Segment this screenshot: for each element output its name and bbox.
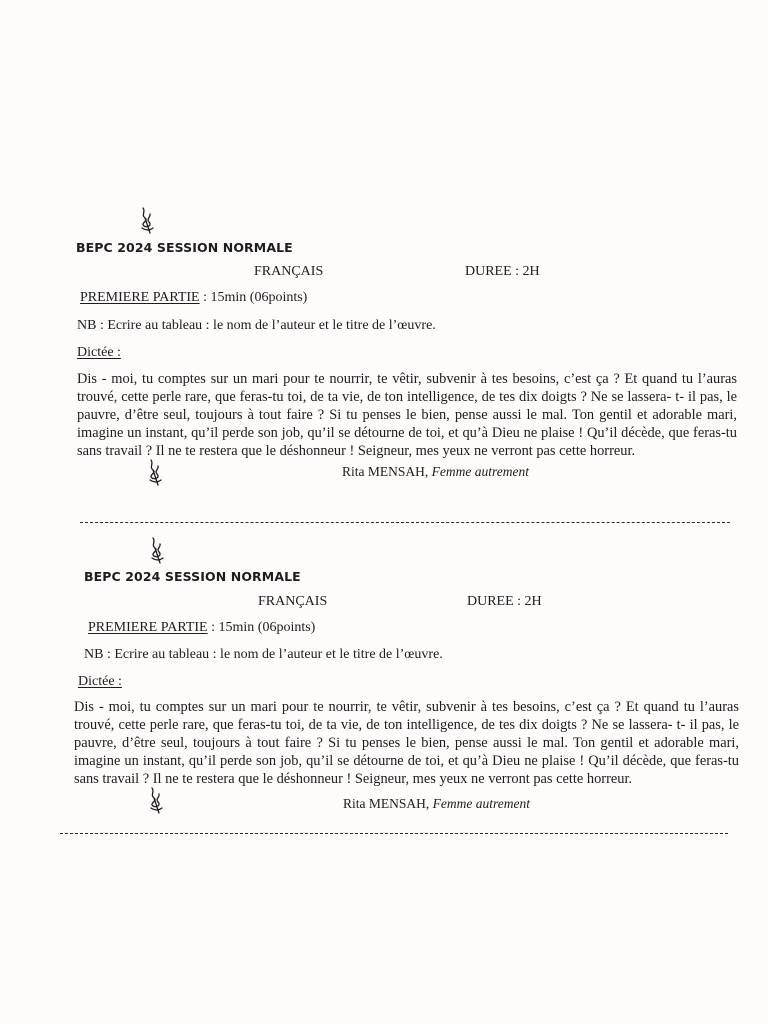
signature-mark-icon <box>147 536 167 566</box>
part-heading <box>80 290 307 306</box>
duration-label: DUREE : 2H <box>465 264 540 279</box>
session-title: BEPC 2024 SESSION NORMALE <box>84 569 301 584</box>
dictee-text: Dis - moi, tu comptes sur un mari pour te nourrir, te vêtir, subvenir à tes besoins, c’est ça ? Et quand tu l’auras trouvé, cette perle rare, que feras-tu toi, de ta vie, de ton intelligence, de tes dix doigts ? Ne se lassera- t- il pas, le pauvre, d’être seul, toujours à tout faire ? Si tu penses le bien, pense aussi le mal. Ton gentil et adorable mari, imagine un instant, qu’il perde son job, qu’il se détourne de toi, et qu’à Dieu ne plaise ! Qu’il décède, que feras-tu sans travail ? Il ne te restera que le déshonneur ! Seigneur, mes yeux ne verront pas cette horreur. <box>77 371 737 459</box>
subject-label: FRANÇAIS <box>258 594 328 609</box>
cut-separator <box>80 522 730 523</box>
nb-instruction: NB : Ecrire au tableau : le nom de l’auteur et le titre de l’œuvre. <box>84 647 443 662</box>
signature-mark-icon <box>145 458 165 488</box>
author-attribution <box>343 796 530 812</box>
part-detail: : 15min (06points) <box>199 290 308 305</box>
dictee-text: Dis - moi, tu comptes sur un mari pour te nourrir, te vêtir, subvenir à tes besoins, c’est ça ? Et quand tu l’auras trouvé, cette perle rare, que feras-tu toi, de ta vie, de ton intelligence, de tes dix doigts ? Ne se lassera- t- il pas, le pauvre, d’être seul, toujours à tout faire ? Si tu penses le bien, pense aussi le mal. Ton gentil et adorable mari, imagine un instant, qu’il perde son job, qu’il se détourne de toi, et qu’à Dieu ne plaise ! Qu’il décède, que feras-tu sans travail ? Il ne te restera que le déshonneur ! Seigneur, mes yeux ne verront pas cette horreur. <box>74 699 739 787</box>
subject-label: FRANÇAIS <box>254 264 324 279</box>
dictee-label: Dictée : <box>78 674 122 689</box>
dictee-label: Dictée : <box>77 345 121 360</box>
nb-instruction: NB : Ecrire au tableau : le nom de l’auteur et le titre de l’œuvre. <box>77 318 436 333</box>
part-heading <box>88 620 315 636</box>
signature-mark-icon <box>146 786 166 816</box>
cut-separator <box>60 833 728 834</box>
work-title: Femme autrement <box>431 464 529 479</box>
part-label: PREMIERE PARTIE <box>88 620 208 635</box>
part-detail: : 15min (06points) <box>207 620 316 635</box>
author-name: Rita MENSAH, <box>342 464 429 479</box>
author-attribution <box>342 464 529 480</box>
author-name: Rita MENSAH, <box>343 796 430 811</box>
duration-label: DUREE : 2H <box>467 594 542 609</box>
part-label: PREMIERE PARTIE <box>80 290 200 305</box>
session-title: BEPC 2024 SESSION NORMALE <box>76 240 293 255</box>
signature-mark-icon <box>137 206 157 236</box>
work-title: Femme autrement <box>432 796 530 811</box>
